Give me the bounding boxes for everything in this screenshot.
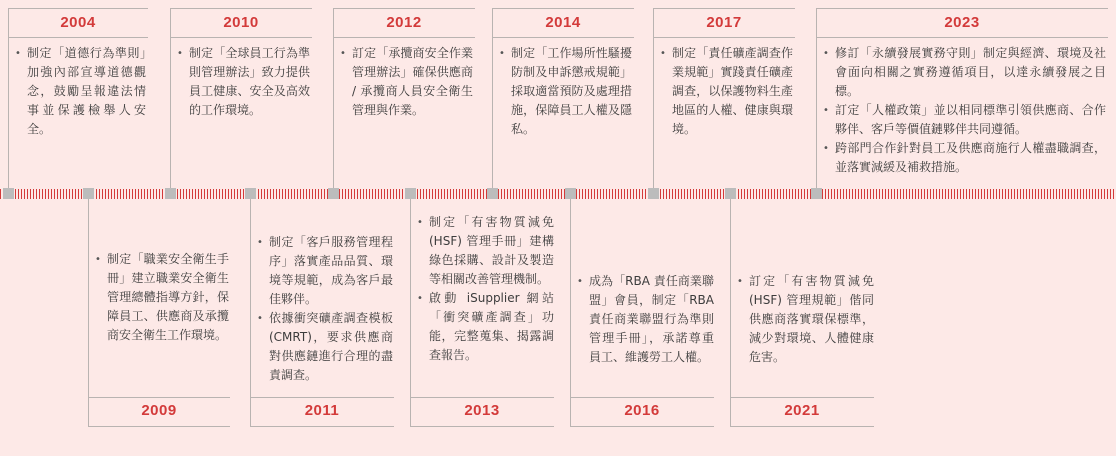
year-label-2012: 2012 [386,14,422,31]
year-label-2011: 2011 [304,402,340,419]
connector-line [170,8,171,188]
connector-line [816,8,817,188]
divider [333,37,475,38]
connector-line [250,199,251,427]
timeline-node-2021 [725,188,736,199]
year-label-2016: 2016 [624,402,660,419]
connector-line [570,199,571,427]
milestone-item: • 制定「道德行為準則」加強內部宣導道德觀念，鼓勵呈報違法情事並保護檢舉人安全。 [15,44,146,139]
connector-line [653,8,654,188]
divider [410,426,554,427]
divider [653,8,795,9]
year-label-2021: 2021 [784,402,820,419]
divider [88,397,230,398]
milestone-2021 [737,272,874,367]
year-label-2014: 2014 [545,14,581,31]
connector-line [88,199,89,427]
timeline-node-2014 [487,188,498,199]
milestone-2009 [95,250,229,345]
divider [410,397,554,398]
milestone-item: • 訂定「承攬商安全作業管理辦法」確保供應商 / 承攬商人員安全衛生管理與作業。 [340,44,473,120]
divider [492,8,634,9]
milestone-2023 [823,44,1106,177]
divider [333,8,475,9]
milestone-item: • 訂定「人權政策」並以相同標準引領供應商、合作夥伴、客戶等價值鏈夥伴共同遵循。 [823,101,1106,139]
milestone-item: • 跨部門合作針對員工及供應商施行人權盡職調查，並落實減緩及補救措施。 [823,139,1106,177]
milestone-item: • 制定「責任礦產調查作業規範」實踐責任礦產調查，以保護物料生產地區的人權、健康與環境。 [660,44,793,139]
divider [570,426,714,427]
timeline-node-2011 [245,188,256,199]
milestone-item: • 訂定「有害物質減免 (HSF) 管理規範」偕同供應商落實環保標準，減少對環境、人體健康危害。 [737,272,874,367]
divider [492,37,634,38]
milestone-2014 [499,44,632,139]
year-label-2023: 2023 [944,14,980,31]
divider [8,37,148,38]
milestone-2016 [577,272,714,367]
milestone-2004 [15,44,146,139]
milestone-item: • 制定「全球員工行為準則管理辦法」致力提供員工健康、安全及高效的工作環境。 [177,44,310,120]
year-label-2010: 2010 [223,14,259,31]
connector-line [410,199,411,427]
divider [816,8,1108,9]
milestone-item: • 成為「RBA 責任商業聯盟」會員，制定「RBA 責任商業聯盟行為準則管理手冊」，承諾尊重員工、維護勞工人權。 [577,272,714,367]
year-label-2013: 2013 [464,402,500,419]
milestone-item: • 啟動 iSupplier 網站「衝突礦產調查」功能，完整蒐集、揭露調查報告。 [417,289,554,365]
divider [570,397,714,398]
milestone-item: • 依據衝突礦產調查模板 (CMRT)，要求供應商對供應鏈進行合理的盡責調查。 [257,309,393,385]
year-label-2004: 2004 [60,14,96,31]
milestone-2010 [177,44,310,120]
year-label-2009: 2009 [141,402,177,419]
divider [8,8,148,9]
connector-line [492,8,493,188]
divider [816,37,1108,38]
timeline-node-2010 [165,188,176,199]
divider [730,426,874,427]
timeline-node-2012 [328,188,339,199]
timeline-node-2016 [565,188,576,199]
divider [170,37,312,38]
connector-line [8,8,9,188]
milestone-item: • 制定「工作場所性騷擾防制及申訴懲戒規範」採取適當預防及處理措施，保障員工人權及隱私。 [499,44,632,139]
milestone-2013 [417,213,554,365]
connector-line [730,199,731,427]
timeline-node-2004 [3,188,14,199]
year-label-2017: 2017 [706,14,742,31]
milestone-item: • 修訂「永續發展實務守則」制定與經濟、環境及社會面向相關之實務遵循項目，以達永續發展之目標。 [823,44,1106,101]
timeline-node-2017 [648,188,659,199]
milestone-item: • 制定「有害物質減免 (HSF) 管理手冊」建構綠色採購、設計及製造等相關改善管理機制。 [417,213,554,289]
divider [170,8,312,9]
timeline-node-2009 [83,188,94,199]
milestone-item: • 制定「客戶服務管理程序」落實產品品質、環境等規範，成為客戶最佳夥伴。 [257,233,393,309]
divider [250,426,394,427]
milestone-2011 [257,233,393,385]
connector-line [333,8,334,188]
timeline-node-2023 [811,188,822,199]
divider [653,37,795,38]
milestone-2017 [660,44,793,139]
timeline-node-2013 [405,188,416,199]
divider [730,397,874,398]
divider [88,426,230,427]
milestone-item: • 制定「職業安全衛生手冊」建立職業安全衛生管理總體指導方針，保障員工、供應商及承攬商安全衛生工作環境。 [95,250,229,345]
milestone-2012 [340,44,473,120]
divider [250,397,394,398]
